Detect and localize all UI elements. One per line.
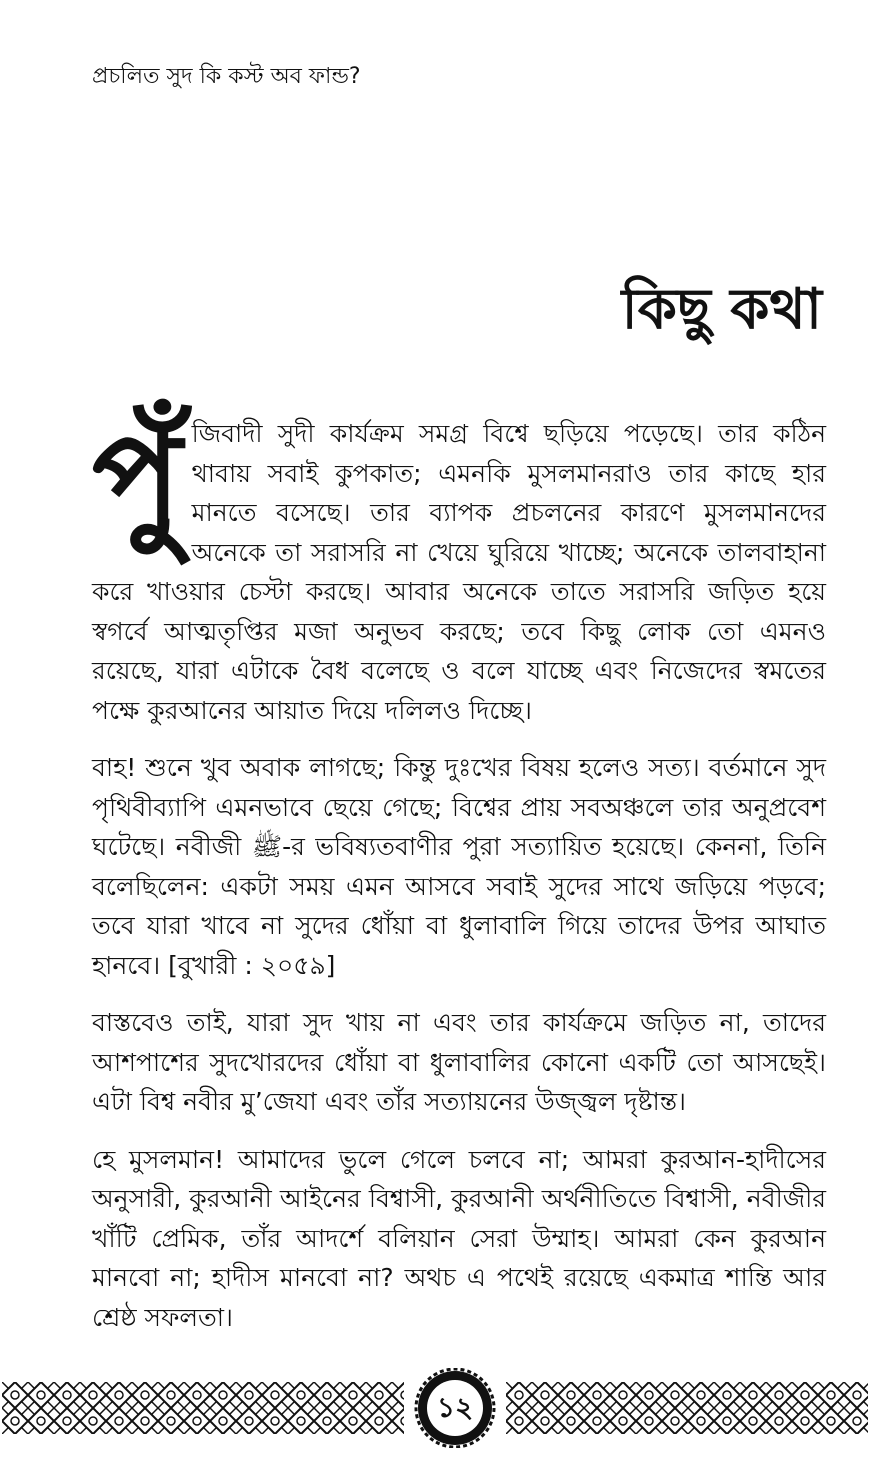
citation: [বুখারী : ২০৫৯] <box>168 950 336 980</box>
paragraph-1 <box>92 404 826 730</box>
paragraph-2-text: বাহ! শুনে খুব অবাক লাগছে; কিন্তু দুঃখের বিষয় হলেও সত্য। বর্তমানে সুদ পৃথিবীব্যাপি এমনভাবে ছেয়ে গেছে; বিশ্বের প্রায় সবঅঞ্চলে তার অনুপ্রবেশ ঘটেছে। নবীজী ﷺ-র ভবিষ্যতবাণীর পুরা সত্যায়িত হয়েছে। কেননা, তিনি বলেছিলেন: একটা সময় এমন আসবে সবাই সুদের সাথে জড়িয়ে পড়বে; তবে যারা খাবে না সুদের ধোঁয়া বা ধুলাবালি গিয়ে তাদের উপর আঘাত হানবে। <box>92 753 826 980</box>
drop-cap: পুঁ <box>92 404 182 558</box>
footer-ornament <box>0 1368 870 1448</box>
chapter-title: কিছু কথা <box>621 277 822 342</box>
paragraph-3: বাস্তবেও তাই, যারা সুদ খায় না এবং তার কার্যক্রমে জড়িত না, তাদের আশপাশের সুদখোরদের ধোঁয়া বা ধুলাবালির কোনো একটি তো আসছেই। এটা বিশ্ব নবীর মু’জেযা এবং তাঁর সত্যায়নের উজ্জ্বল দৃষ্টান্ত। <box>92 1008 826 1116</box>
body-text <box>92 404 826 1355</box>
paragraph-2 <box>92 748 826 985</box>
ornament-band-right <box>506 1382 868 1434</box>
running-header: প্রচলিত সুদ কি কস্ট অব ফান্ড? <box>92 64 361 89</box>
paragraph-1-text: জিবাদী সুদী কার্যক্রম সমগ্র বিশ্বে ছড়িয়ে পড়েছে। তার কঠিন থাবায় সবাই কুপকাত; এমনকি মুসলমানরাও তার কাছে হার মানতে বসেছে। তার ব্যাপক প্রচলনের কারণে মুসলমানদের অনেকে তা সরাসরি না খেয়ে ঘুরিয়ে খাচ্ছে; অনেকে তালবাহানা করে খাওয়ার চেস্টা করছে। আবার অনেকে তাতে সরাসরি জড়িত হয়ে স্বগর্বে আত্মতৃপ্তির মজা অনুভব করছে; তবে কিছু লোক তো এমনও রয়েছে, যারা এটাকে বৈধ বলেছে ও বলে যাচ্ছে এবং নিজেদের স্বমতের পক্ষে কুরআনের আয়াত দিয়ে দলিলও দিচ্ছে। <box>92 419 826 725</box>
ornament-band-left <box>2 1382 404 1434</box>
paragraph-4: হে মুসলমান! আমাদের ভুলে গেলে চলবে না; আমরা কুরআন-হাদীসের অনুসারী, কুরআনী আইনের বিশ্বাসী, কুরআনী অর্থনীতিতে বিশ্বাসী, নবীজীর খাঁটি প্রেমিক, তাঁর আদর্শে বলিয়ান সেরা উম্মাহ। আমরা কেন কুরআন মানবো না; হাদীস মানবো না? অথচ এ পথেই রয়েছে একমাত্র শান্তি আর শ্রেষ্ঠ সফলতা। <box>92 1144 826 1332</box>
page-number: ১২ <box>436 1391 474 1424</box>
